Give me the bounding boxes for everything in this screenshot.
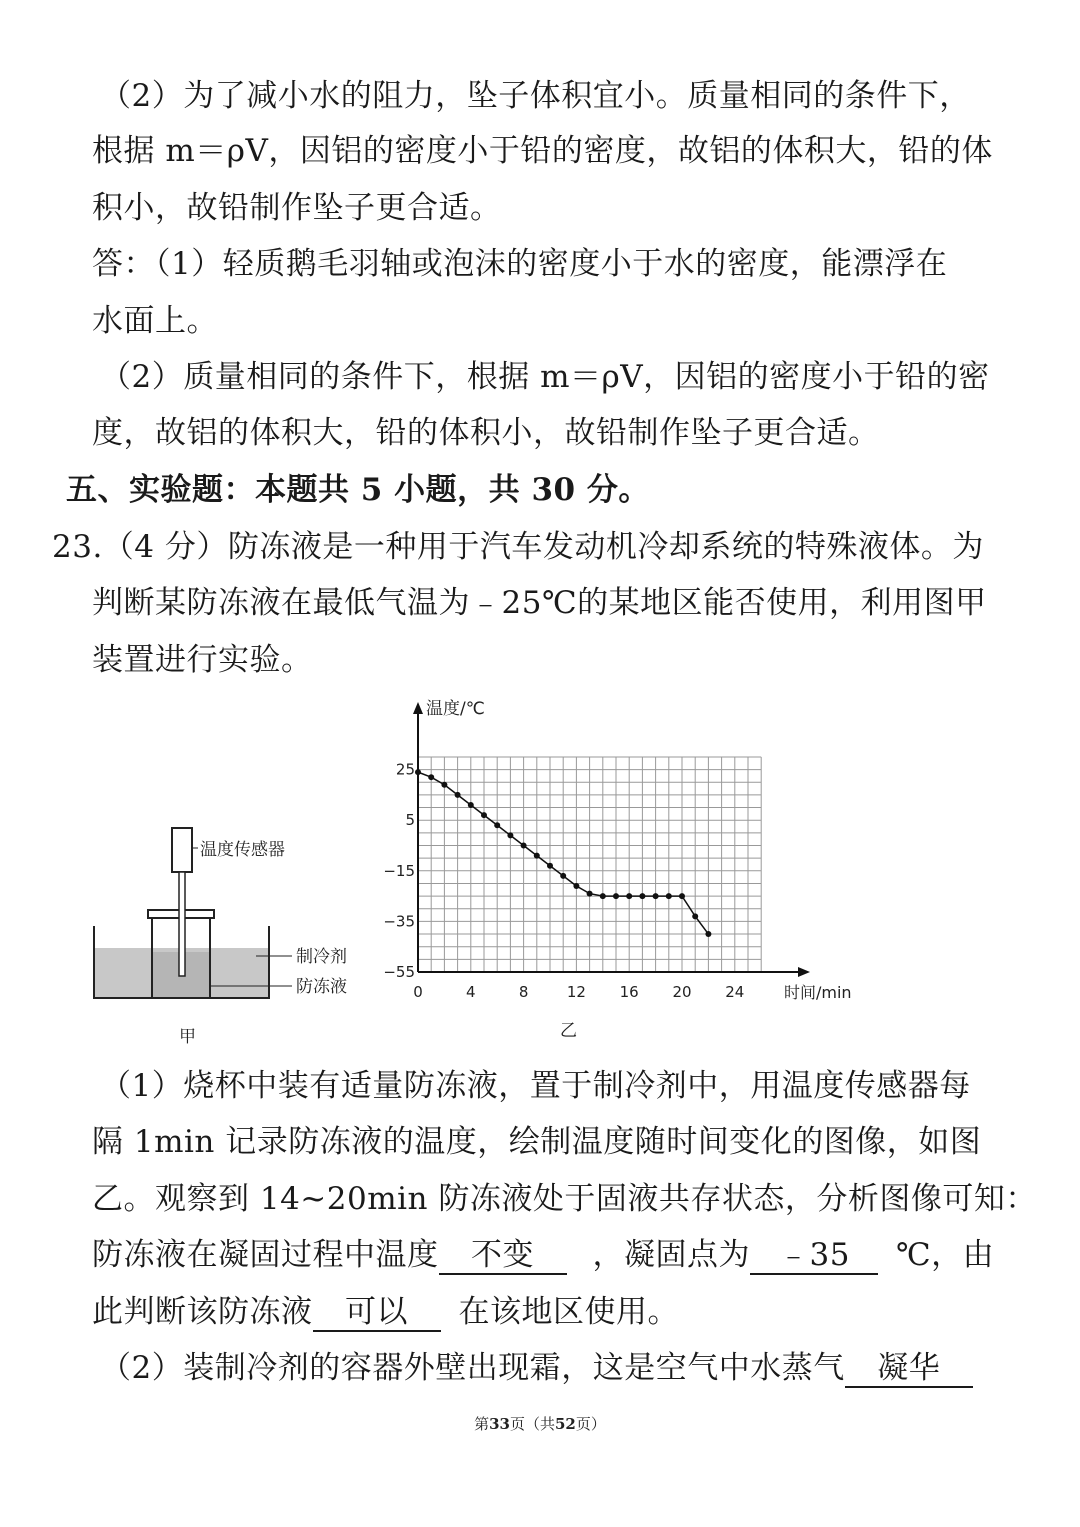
x-axis-arrow	[798, 967, 810, 977]
data-point	[494, 822, 500, 828]
text-segment: ，凝固点为	[592, 1237, 750, 1273]
data-point	[653, 893, 659, 899]
footer-prefix: 第	[474, 1415, 490, 1433]
data-point	[573, 883, 579, 889]
answer-line: 水面上。	[92, 303, 218, 339]
data-point	[679, 893, 685, 899]
subquestion-line: 乙。观察到 14~20min 防冻液处于固液共存状态，分析图像可知：	[92, 1181, 1037, 1217]
question-line: 判断某防冻液在最低气温为﹣25℃的某地区能否使用，利用图甲	[92, 585, 987, 621]
subquestion-line: 隔 1min 记录防冻液的温度，绘制温度随时间变化的图像，如图	[92, 1124, 982, 1160]
caption-jia: 甲	[179, 1027, 196, 1047]
footer-suffix: 页）	[575, 1415, 606, 1433]
y-tick-label: −35	[383, 912, 415, 931]
chart-grid	[418, 757, 761, 972]
data-point	[468, 802, 474, 808]
figure-apparatus	[86, 820, 376, 1060]
text-segment: （2）装制冷剂的容器外壁出现霜，这是空气中水蒸气	[100, 1350, 845, 1386]
text-segment: 防冻液在凝固过程中温度	[92, 1237, 439, 1273]
data-point	[600, 893, 606, 899]
label-sensor: 温度传感器	[200, 840, 285, 860]
paragraph-line: （2）为了减小水的阻力，坠子体积宜小。质量相同的条件下，	[100, 78, 971, 114]
temperature-sensor	[172, 828, 192, 872]
data-point	[692, 913, 698, 919]
y-tick-label: −55	[383, 963, 415, 981]
data-point	[613, 893, 619, 899]
paragraph-line: 积小，故铅制作坠子更合适。	[92, 190, 502, 226]
y-axis-arrow	[413, 702, 423, 714]
x-tick-label: 24	[725, 983, 745, 1001]
data-point	[415, 769, 421, 775]
answer-line: 答：（1）轻质鹅毛羽轴或泡沫的密度小于水的密度，能漂浮在	[92, 246, 948, 282]
subquestion-line: （1）烧杯中装有适量防冻液，置于制冷剂中，用温度传感器每	[100, 1068, 971, 1104]
chart-axes	[413, 702, 810, 977]
answer-blank: 凝华	[845, 1350, 973, 1388]
x-tick-label: 0	[413, 983, 423, 1001]
subquestion-line	[92, 1235, 994, 1275]
text-segment: 此判断该防冻液	[92, 1294, 313, 1330]
x-axis-label: 时间/min	[784, 983, 852, 1002]
data-point	[587, 891, 593, 897]
data-point	[455, 792, 461, 798]
data-point	[507, 832, 513, 838]
data-point	[639, 893, 645, 899]
footer-middle: 页（共	[509, 1415, 555, 1433]
data-point	[547, 863, 553, 869]
x-tick-label: 20	[672, 983, 692, 1001]
x-tick-label: 4	[466, 983, 476, 1001]
x-tick-label: 16	[619, 983, 639, 1001]
label-coolant: 制冷剂	[296, 947, 347, 967]
y-tick-label: 5	[405, 811, 415, 830]
question-line: 装置进行实验。	[92, 642, 313, 678]
sensor-probe	[179, 872, 185, 976]
chart-ticks	[383, 761, 744, 1001]
text-segment: ℃，由	[896, 1237, 995, 1273]
answer-line: （2）质量相同的条件下，根据 m＝ρV，因铝的密度小于铅的密	[100, 359, 990, 395]
y-tick-label: −15	[383, 861, 415, 880]
data-point	[666, 893, 672, 899]
subquestion-line	[100, 1348, 973, 1388]
data-point	[560, 873, 566, 879]
question-line: 23.（4 分）防冻液是一种用于汽车发动机冷却系统的特殊液体。为	[52, 529, 984, 565]
paragraph-line: 根据 m＝ρV，因铝的密度小于铅的密度，故铝的体积大，铅的体	[92, 133, 993, 169]
data-point	[705, 931, 711, 937]
data-point	[428, 774, 434, 780]
x-tick-label: 8	[518, 983, 529, 1001]
data-point	[441, 782, 447, 788]
y-tick-label: 25	[395, 760, 415, 779]
answer-blank: ﹣35	[750, 1237, 878, 1275]
footer-total-pages: 52	[555, 1415, 576, 1433]
data-point	[626, 893, 632, 899]
page-footer	[0, 1413, 1080, 1434]
y-axis-label: 温度/℃	[426, 699, 485, 719]
caption-yi: 乙	[560, 1021, 577, 1041]
answer-line: 度，故铝的体积大，铅的体积小，故铅制作坠子更合适。	[92, 415, 880, 451]
data-point	[534, 853, 540, 859]
text-segment: 在该地区使用。	[458, 1294, 679, 1330]
x-tick-label: 12	[566, 983, 586, 1001]
data-point	[521, 843, 527, 849]
label-antifreeze: 防冻液	[296, 977, 347, 997]
section-heading: 五、实验题：本题共 5 小题，共 30 分。	[66, 472, 650, 508]
data-point	[481, 812, 487, 818]
answer-blank: 可以	[313, 1294, 441, 1332]
subquestion-line	[92, 1292, 679, 1332]
answer-blank: 不变	[439, 1237, 567, 1275]
figure-temperature-chart	[370, 690, 870, 1050]
footer-page-number: 33	[489, 1415, 510, 1433]
